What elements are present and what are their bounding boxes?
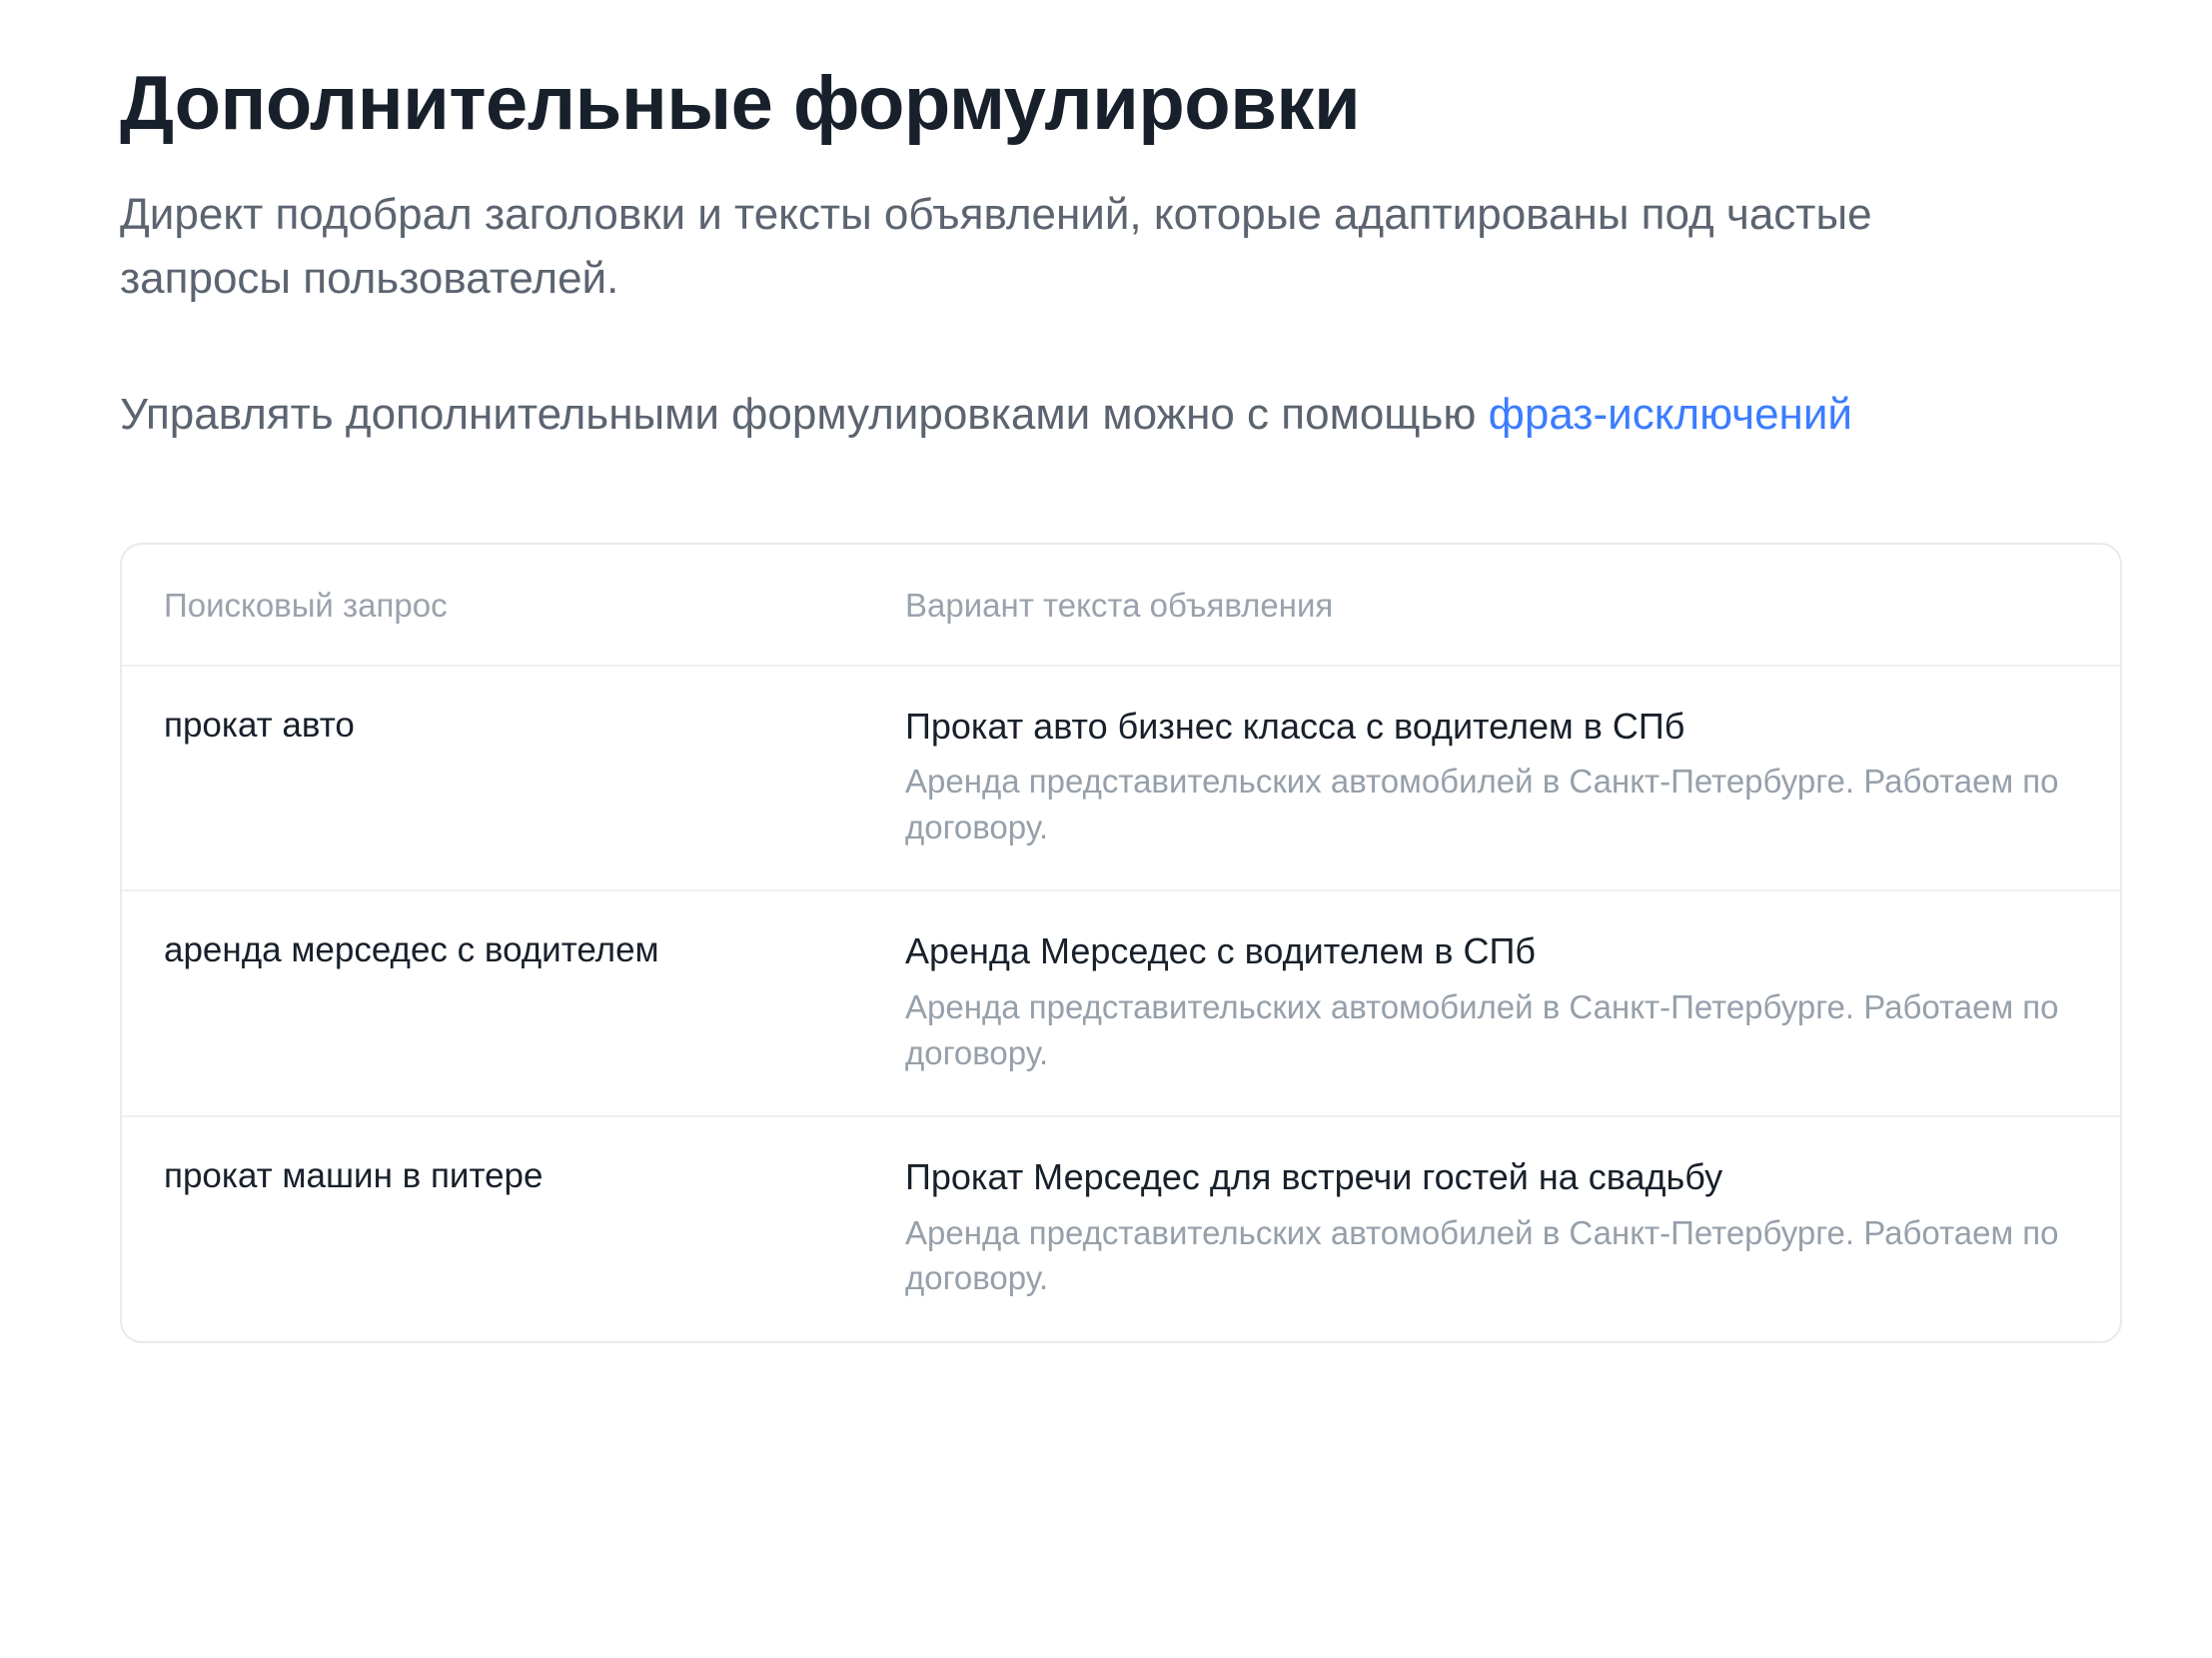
table-cell-variant	[863, 1116, 2120, 1341]
query-text: прокат авто	[164, 705, 355, 745]
table-row	[122, 890, 2120, 1116]
table-cell-variant	[863, 890, 2120, 1116]
manage-paragraph	[120, 383, 2018, 447]
variant-title: Прокат авто бизнес класса с водителем в СПб	[905, 705, 1685, 747]
exclusion-phrases-link[interactable]: фраз-исключений	[1488, 389, 1853, 439]
table-body	[122, 666, 2120, 1341]
table-cell-query	[122, 1116, 863, 1341]
variant-title: Прокат Мерседес для встречи гостей на свадьбу	[905, 1156, 1723, 1198]
variant-title: Аренда Мерседес с водителем в СПб	[905, 930, 1537, 972]
ad-variants-table-card	[120, 543, 2122, 1343]
manage-text: Управлять дополнительными формулировками можно с помощью	[120, 389, 1489, 439]
intro-paragraph: Директ подобрал заголовки и тексты объявлений, которые адаптированы под частые запросы пользователей.	[120, 190, 1872, 304]
column-header-query: Поисковый запрос	[122, 545, 863, 666]
variant-description: Аренда представительских автомобилей в Санкт-Петербурге. Работаем по договору.	[905, 988, 2059, 1071]
table-row	[122, 666, 2120, 891]
table-header-row	[122, 545, 2120, 666]
table-cell-query	[122, 666, 863, 891]
table-cell-variant	[863, 666, 2120, 891]
ad-variants-table	[122, 545, 2120, 1341]
query-text: прокат машин в питере	[164, 1156, 544, 1196]
query-text: аренда мерседес с водителем	[164, 930, 659, 970]
table-row	[122, 1116, 2120, 1341]
column-header-variant: Вариант текста объявления	[863, 545, 2120, 666]
paragraph-spacer	[120, 311, 2092, 383]
table-head	[122, 545, 2120, 666]
variant-description: Аренда представительских автомобилей в Санкт-Петербурге. Работаем по договору.	[905, 1213, 2059, 1297]
page-title: Дополнительные формулировки	[120, 61, 1361, 146]
variant-description: Аренда представительских автомобилей в Санкт-Петербурге. Работаем по договору.	[905, 763, 2059, 845]
table-cell-query	[122, 890, 863, 1116]
